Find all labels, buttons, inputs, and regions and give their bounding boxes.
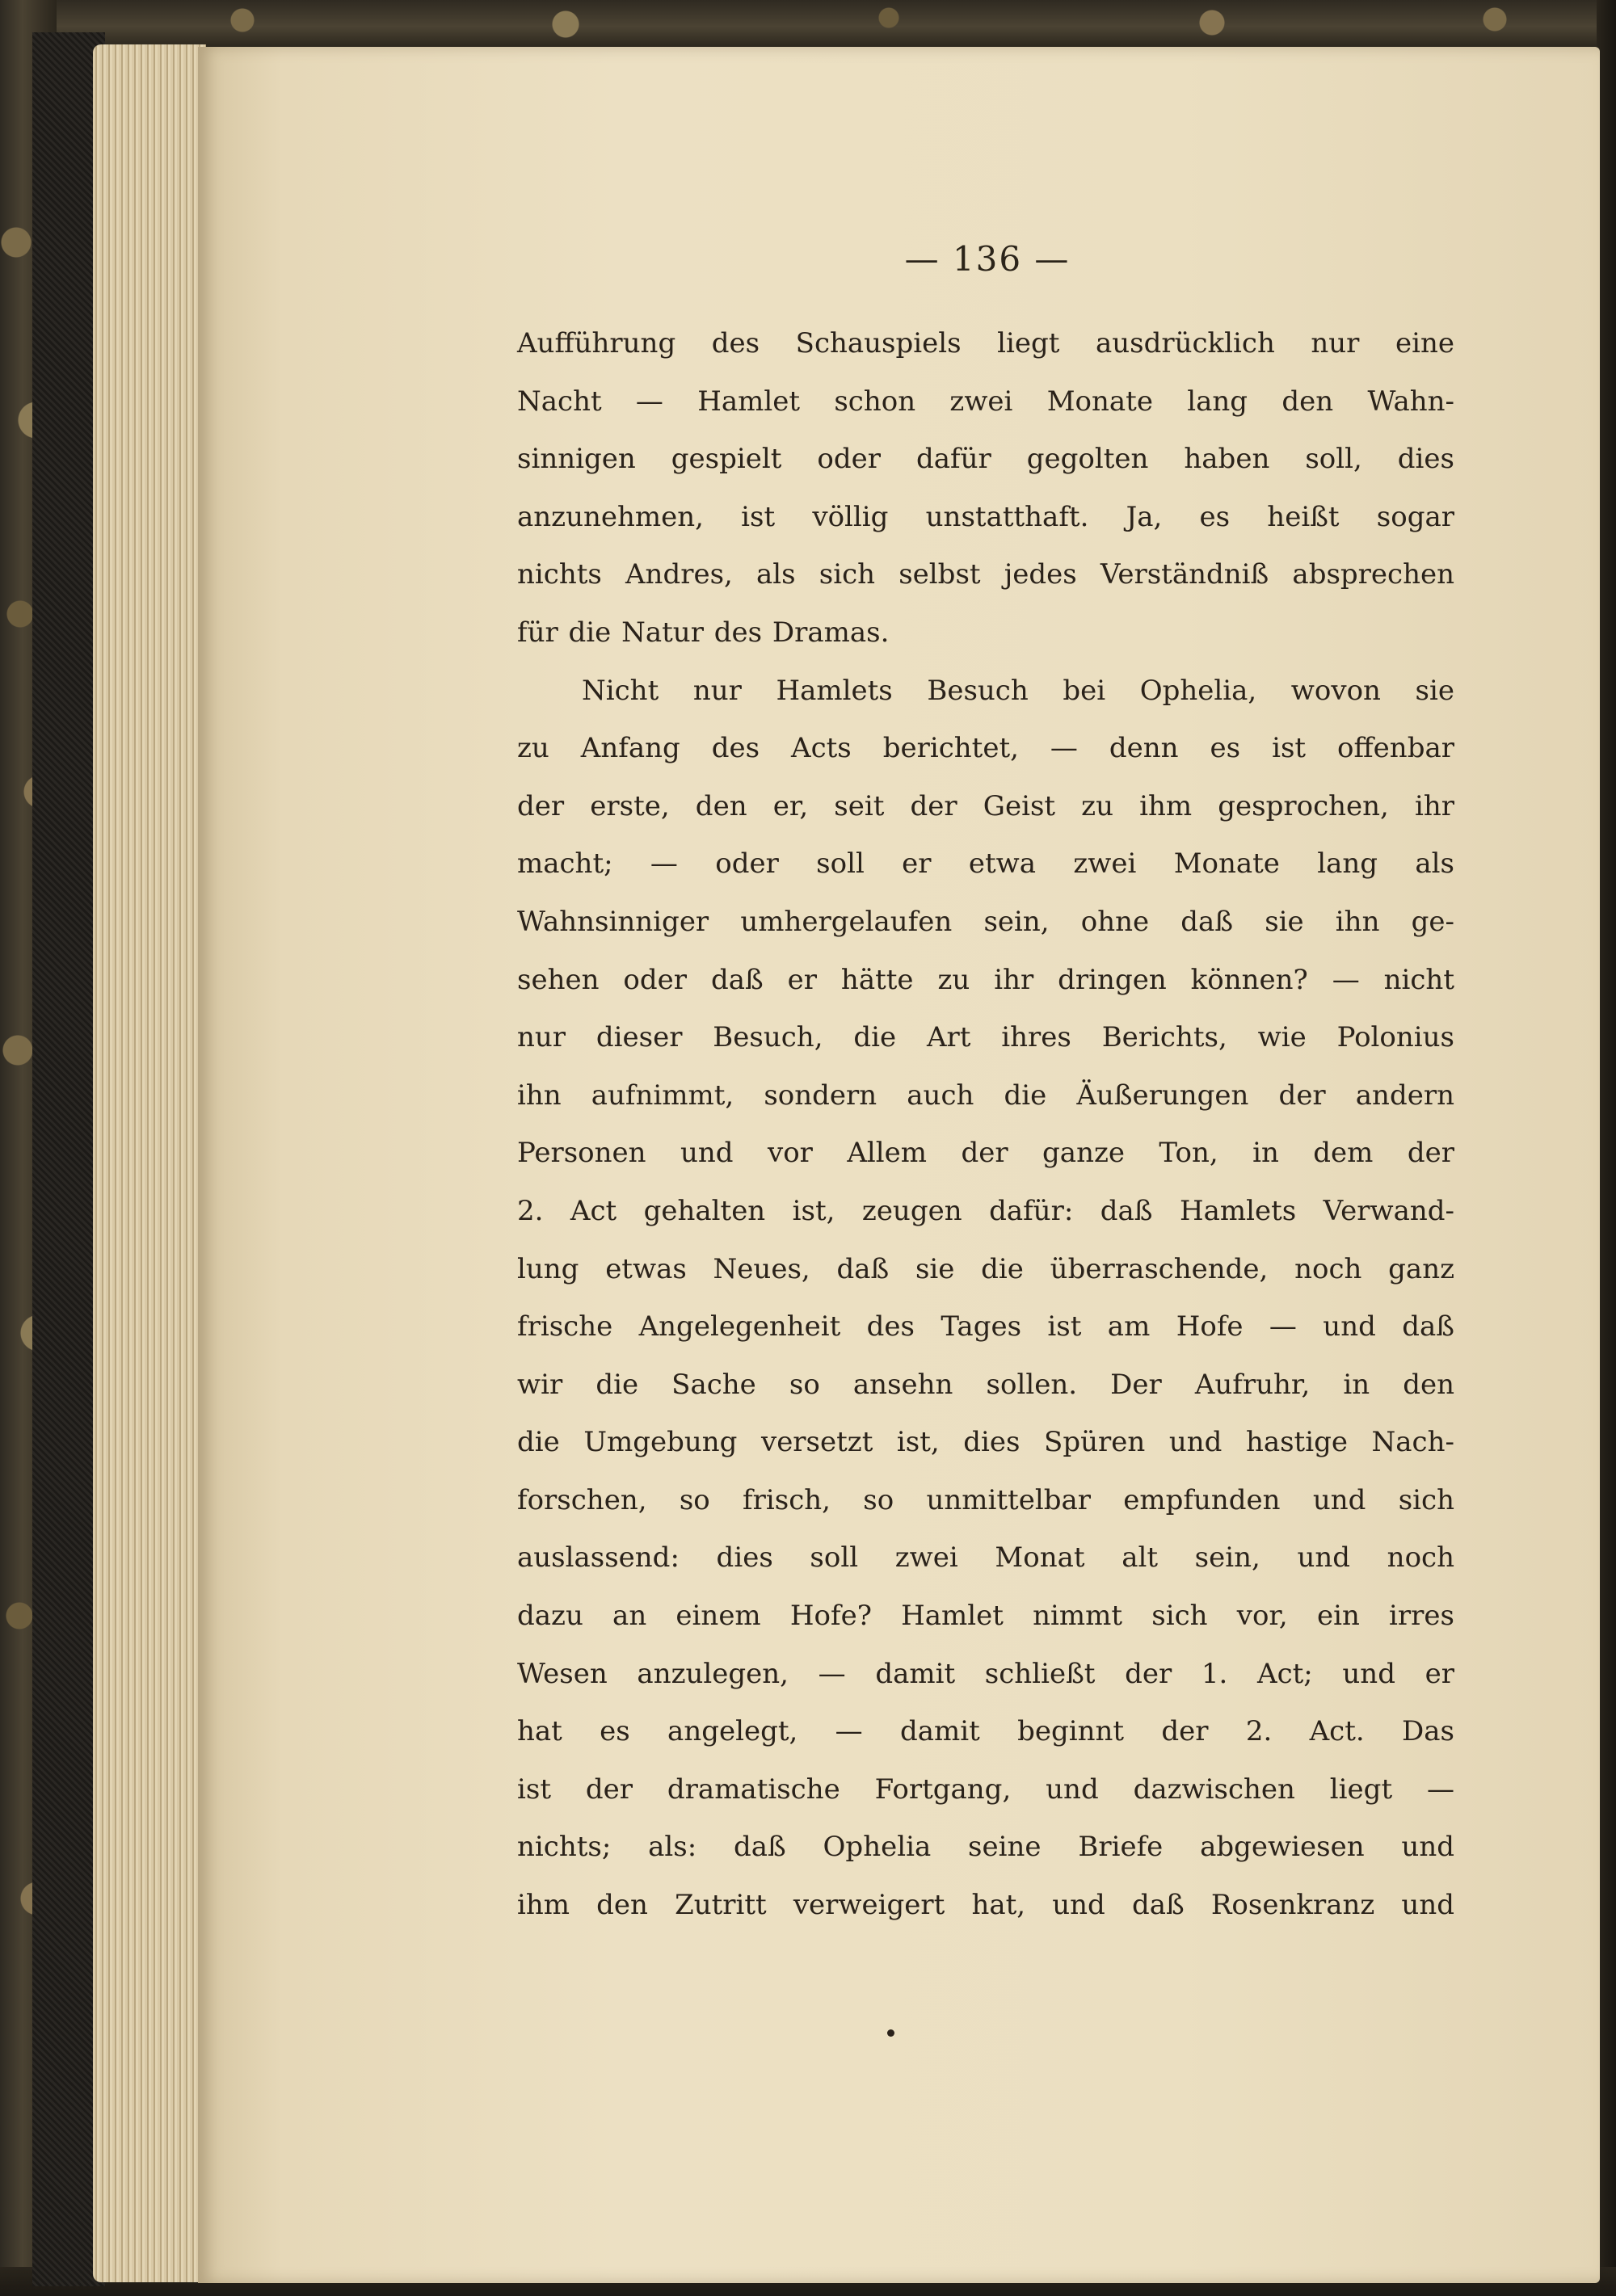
text-line: ihn aufnimmt, sondern auch die Äußerungen der andern bbox=[517, 1079, 1454, 1112]
text-line: Aufführung des Schauspiels liegt ausdrücklich nur eine bbox=[517, 327, 1454, 360]
book-cover-top bbox=[0, 0, 1616, 48]
text-line: wir die Sache so ansehn sollen. Der Aufruhr, in den bbox=[517, 1368, 1454, 1401]
text-line: anzunehmen, ist völlig unstatthaft. Ja, es heißt sogar bbox=[517, 500, 1454, 533]
text-line: nichts Andres, als sich selbst jedes Verständniß absprechen bbox=[517, 558, 1454, 591]
text-line: die Umgebung versetzt ist, dies Spüren und hastige Nach- bbox=[517, 1426, 1454, 1459]
text-line: 2. Act gehalten ist, zeugen dafür: daß Hamlets Verwand- bbox=[517, 1194, 1454, 1227]
text-line: ihm den Zutritt verweigert hat, und daß Rosenkranz und bbox=[517, 1889, 1454, 1922]
body-text bbox=[517, 315, 1454, 1935]
page-number: — 136 — bbox=[904, 239, 1071, 279]
text-line: Wesen anzulegen, — damit schließt der 1. Act; und er bbox=[517, 1657, 1454, 1690]
text-line: sehen oder daß er hätte zu ihr dringen können? — nicht bbox=[517, 963, 1454, 996]
text-line: macht; — oder soll er etwa zwei Monate lang als bbox=[517, 847, 1454, 881]
page-edges bbox=[93, 44, 206, 2282]
text-line: lung etwas Neues, daß sie die überraschende, noch ganz bbox=[517, 1252, 1454, 1285]
ink-dot bbox=[887, 2029, 894, 2037]
text-line: hat es angelegt, — damit beginnt der 2. Act. Das bbox=[517, 1715, 1454, 1748]
text-line: für die Natur des Dramas. bbox=[517, 616, 890, 649]
text-line: nur dieser Besuch, die Art ihres Berichts, wie Polonius bbox=[517, 1021, 1454, 1054]
text-line: forschen, so frisch, so unmittelbar empfunden und sich bbox=[517, 1483, 1454, 1516]
text-line: Wahnsinniger umhergelaufen sein, ohne daß sie ihn ge- bbox=[517, 905, 1454, 938]
text-line: zu Anfang des Acts berichtet, — denn es ist offenbar bbox=[517, 732, 1454, 765]
text-line: ist der dramatische Fortgang, und dazwischen liegt — bbox=[517, 1772, 1454, 1806]
text-line: der erste, den er, seit der Geist zu ihm gesprochen, ihr bbox=[517, 789, 1454, 822]
text-line: Nicht nur Hamlets Besuch bei Ophelia, wovon sie bbox=[582, 674, 1454, 707]
text-line: nichts; als: daß Ophelia seine Briefe abgewiesen und bbox=[517, 1831, 1454, 1864]
text-line: frische Angelegenheit des Tages ist am Hofe — und daß bbox=[517, 1310, 1454, 1344]
text-line: sinnigen gespielt oder dafür gegolten haben soll, dies bbox=[517, 443, 1454, 476]
text-line: Nacht — Hamlet schon zwei Monate lang den Wahn- bbox=[517, 385, 1454, 418]
text-line: dazu an einem Hofe? Hamlet nimmt sich vor, ein irres bbox=[517, 1600, 1454, 1633]
text-line: Personen und vor Allem der ganze Ton, in dem der bbox=[517, 1137, 1454, 1170]
text-line: auslassend: dies soll zwei Monat alt sein, und noch bbox=[517, 1541, 1454, 1575]
